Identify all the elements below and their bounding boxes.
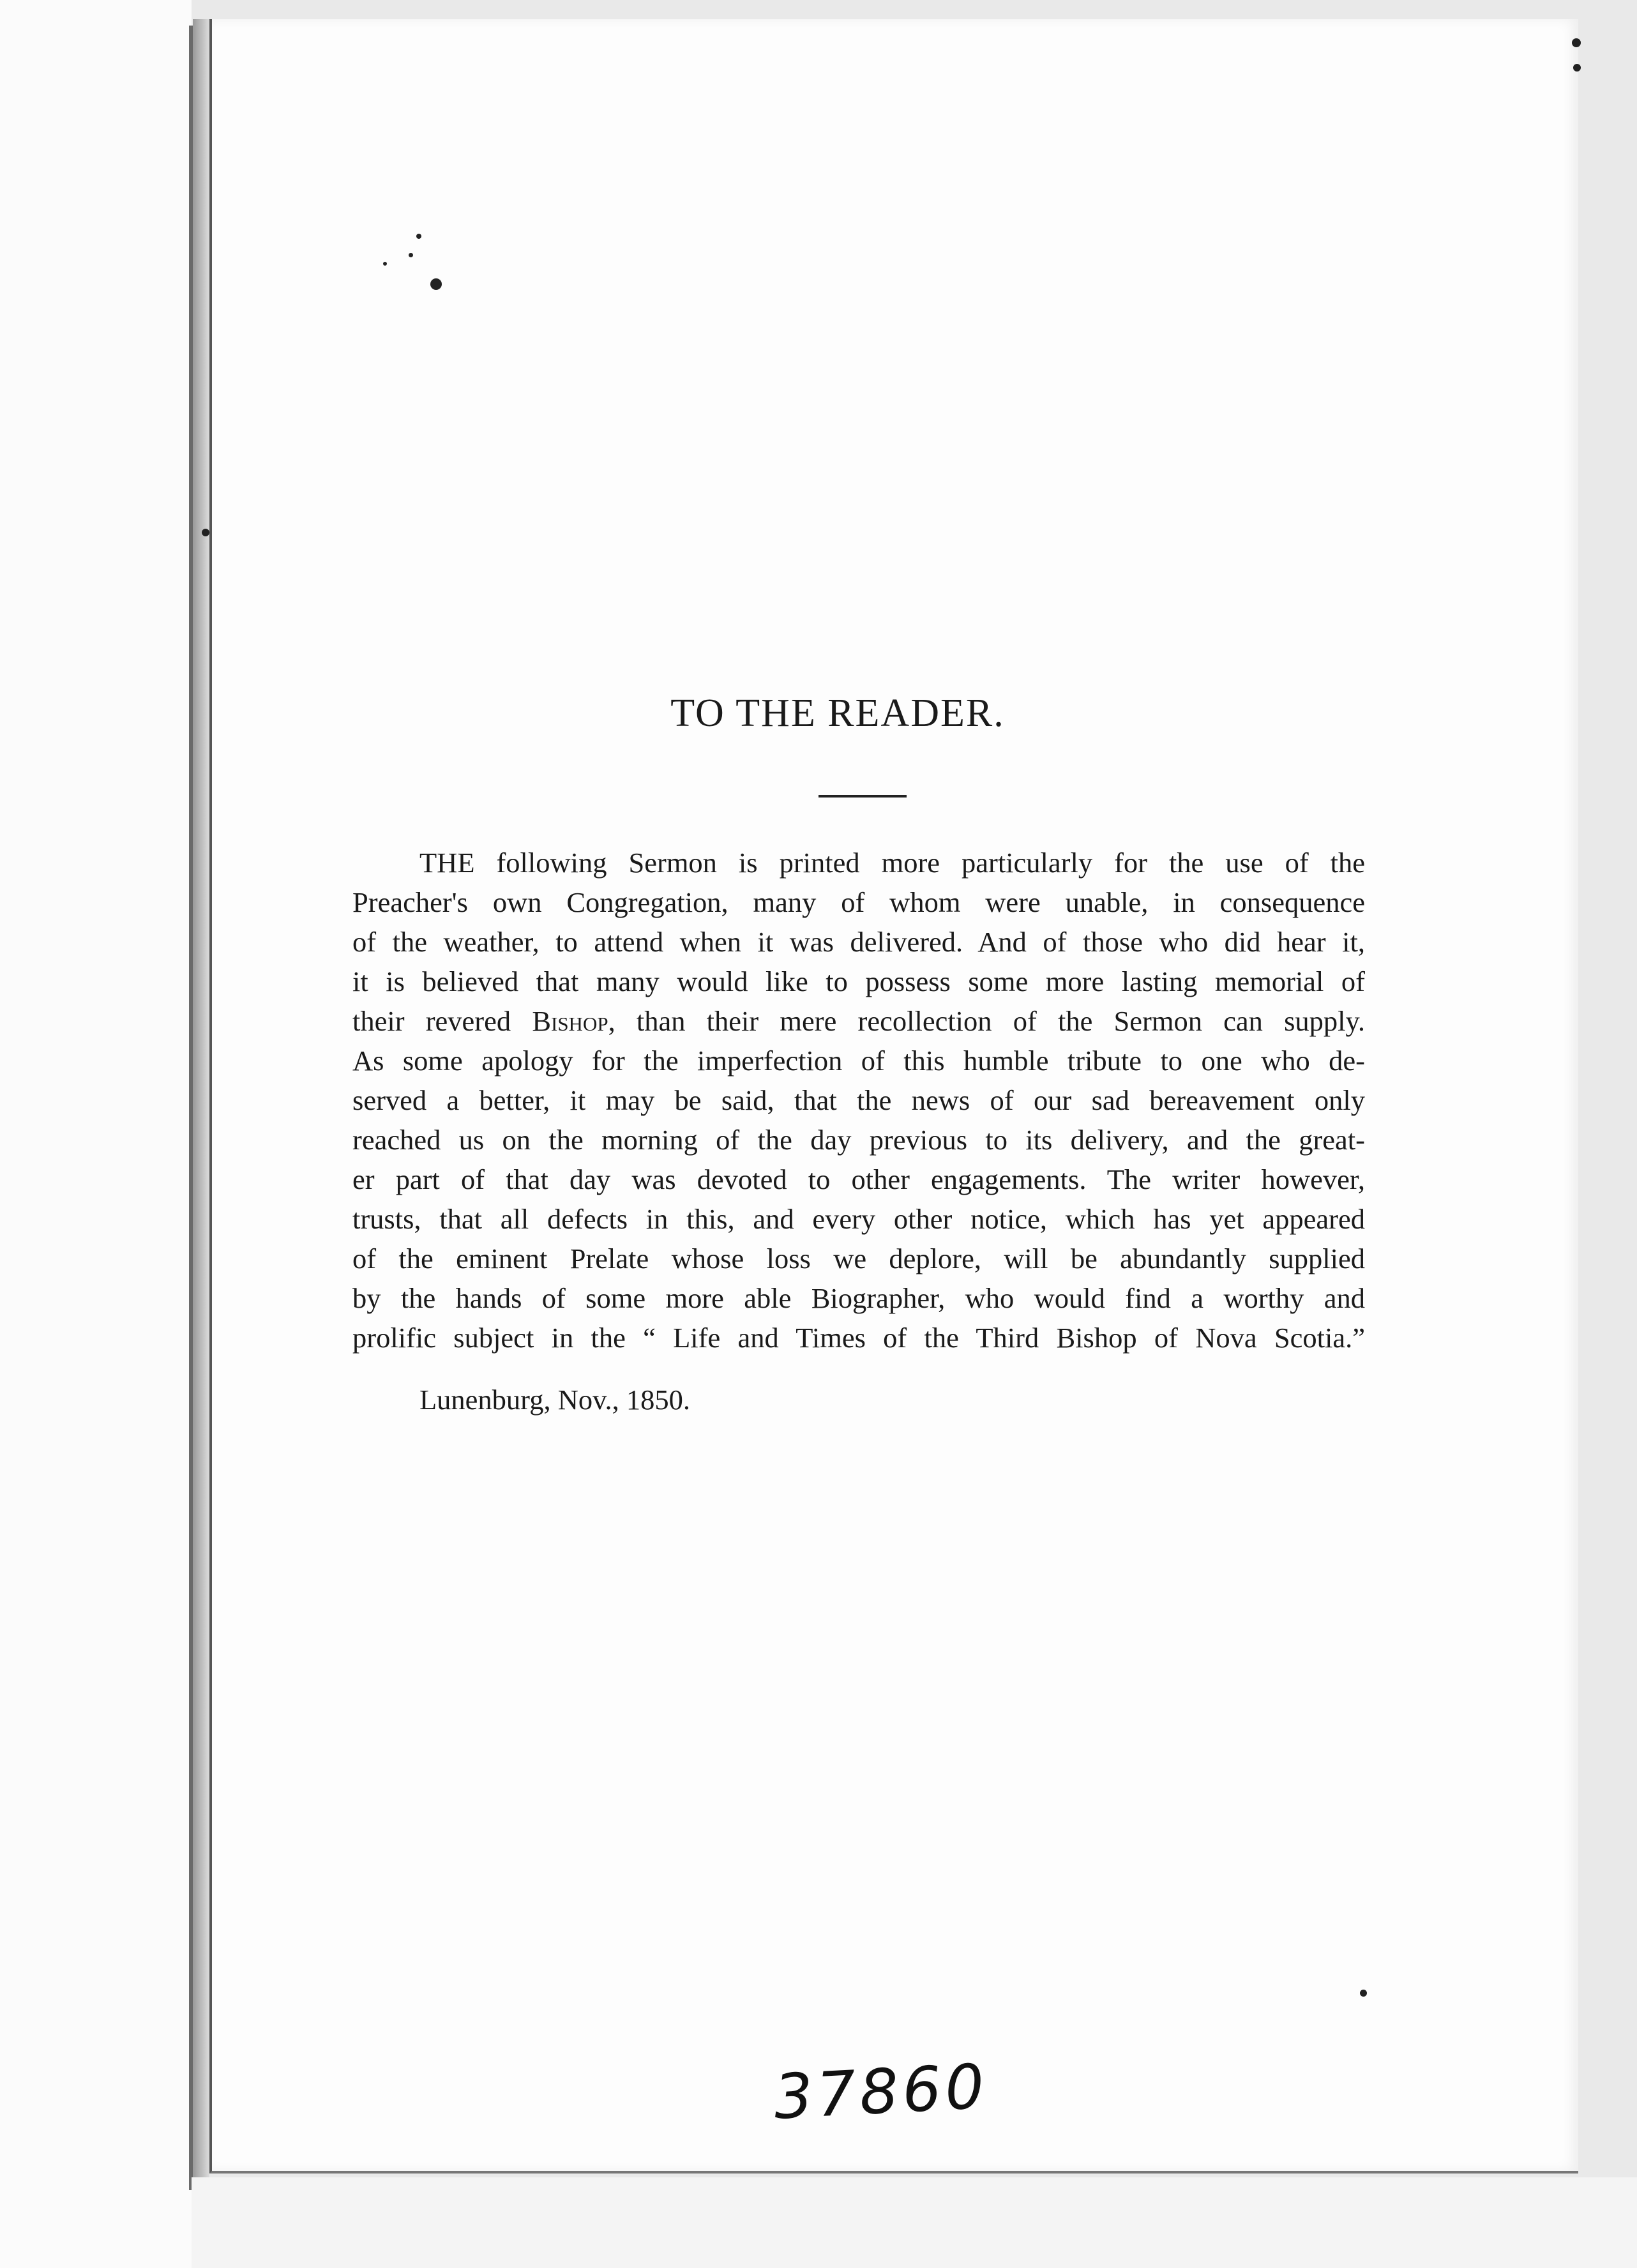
ink-speck <box>1573 64 1581 72</box>
text-line: of the eminent Prelate whose loss we deplore, will be abundantly supplied <box>352 1243 1365 1274</box>
text-fragment: , than their mere recollection of the Sermon can supply. <box>608 1005 1365 1037</box>
text-line: of the weather, to attend when it was delivered. And of those who did hear it, <box>352 926 1365 958</box>
place-and-date: Lunenburg, Nov., 1850. <box>419 1384 690 1416</box>
preface-paragraph <box>352 843 1365 1357</box>
handwritten-catalogue-number: 37860 <box>772 2050 990 2133</box>
text-line: by the hands of some more able Biographer, who would find a worthy and <box>352 1282 1365 1314</box>
page-bottom-margin <box>192 2177 1637 2268</box>
text-line: prolific subject in the “ Life and Times of the Third Bishop of Nova Scotia.” <box>352 1322 1365 1354</box>
text-line <box>352 1001 1365 1041</box>
text-line: As some apology for the imperfection of this humble tribute to one who de- <box>352 1045 1365 1077</box>
ink-speck <box>430 278 442 290</box>
text-line: it is believed that many would like to possess some more lasting memorial of <box>352 965 1365 997</box>
text-line: er part of that day was devoted to other engagements. The writer however, <box>352 1163 1365 1195</box>
page-heading: TO THE READER. <box>670 692 1005 735</box>
ink-speck <box>383 262 387 266</box>
ink-speck <box>1360 1990 1367 1997</box>
ink-speck <box>416 234 421 239</box>
text-line: Preacher's own Congregation, many of whom were unable, in consequence <box>352 886 1365 918</box>
binding-gutter <box>193 19 209 2190</box>
ink-speck <box>202 529 209 536</box>
text-line: served a better, it may be said, that the news of our sad bereavement only <box>352 1084 1365 1116</box>
ink-speck <box>409 253 413 257</box>
text-line: reached us on the morning of the day previous to its delivery, and the great- <box>352 1124 1365 1156</box>
heading-divider <box>818 795 907 798</box>
text-fragment: their revered <box>352 1005 532 1037</box>
text-line: THE following Sermon is printed more particularly for the use of the <box>419 847 1365 879</box>
previous-page-edge <box>0 0 192 2268</box>
text-line: trusts, that all defects in this, and every other notice, which has yet appeared <box>352 1203 1365 1235</box>
bishop-word: Bishop <box>532 1005 608 1037</box>
ink-speck <box>1572 38 1581 47</box>
